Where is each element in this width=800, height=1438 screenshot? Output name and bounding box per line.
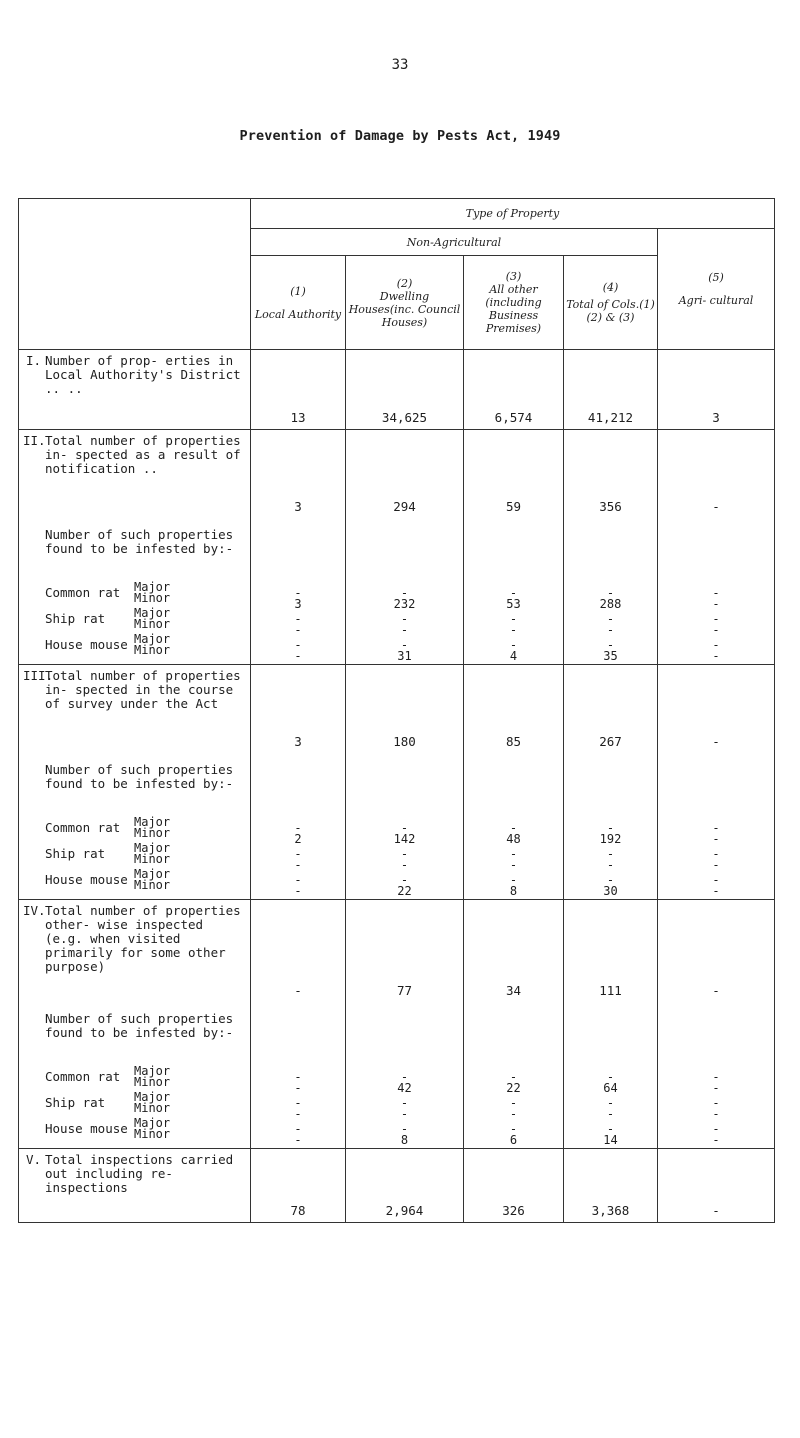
row-roman: IV. <box>23 903 46 918</box>
cell-value: 34 <box>505 983 522 998</box>
header-col2-label: Dwelling Houses(inc. Council Houses) <box>348 289 461 329</box>
row-roman: III. <box>23 668 54 683</box>
row-roman: II. <box>23 433 46 448</box>
infested-by-label: Number of such properties found to be infested by:- <box>45 762 234 791</box>
major-value: - <box>294 586 302 600</box>
minor-value: 142 <box>393 832 416 846</box>
minor-value: - <box>712 597 720 611</box>
major-value: - <box>509 1096 518 1110</box>
minor-value: - <box>712 1107 720 1121</box>
minor-value: - <box>712 649 720 663</box>
major-label: Major <box>134 841 171 855</box>
table-row <box>19 430 775 665</box>
pest-name: Ship rat <box>45 1095 106 1110</box>
minor-value: 192 <box>599 832 622 846</box>
value-cell <box>251 900 346 1149</box>
minor-value: - <box>294 858 302 872</box>
major-label: Major <box>134 632 171 646</box>
row-label-cell <box>19 1149 251 1223</box>
cell-value: 59 <box>505 499 522 514</box>
row-roman: I. <box>25 353 41 368</box>
value-cell <box>251 665 346 900</box>
value-cell <box>658 1149 775 1223</box>
header-col3 <box>464 256 564 350</box>
header-col5 <box>658 229 775 350</box>
minor-value: - <box>712 623 720 637</box>
minor-value: - <box>606 858 615 872</box>
row-label-cell <box>19 350 251 430</box>
cell-value: - <box>712 499 720 514</box>
header-col5-num: (5) <box>708 271 724 284</box>
major-value: - <box>712 1096 720 1110</box>
major-value: - <box>294 821 302 835</box>
header-col4-label: Total of Cols.(1) (2) & (3) <box>566 298 655 324</box>
header-col4 <box>564 256 658 350</box>
major-value: - <box>400 873 409 887</box>
page-title: Prevention of Damage by Pests Act, 1949 <box>239 128 561 144</box>
major-value: - <box>606 612 615 626</box>
major-value: - <box>509 638 518 652</box>
major-value: - <box>509 821 518 835</box>
row-label: Number of prop- erties in Local Authority's District .. .. <box>45 353 241 396</box>
major-value: - <box>606 1070 615 1084</box>
major-value: - <box>712 847 720 861</box>
minor-label: Minor <box>134 1075 171 1089</box>
minor-value: - <box>400 1107 409 1121</box>
major-value: - <box>712 1122 720 1136</box>
value-cell <box>346 1149 464 1223</box>
major-label: Major <box>134 1090 171 1104</box>
major-value: - <box>294 1096 302 1110</box>
minor-value: 232 <box>393 597 416 611</box>
cell-value: 294 <box>393 499 416 514</box>
major-value: - <box>400 612 409 626</box>
row-label: Total number of properties other- wise inspected (e.g. when visited primarily for some other purpose) <box>45 903 241 974</box>
pest-house-mouse <box>23 1116 248 1142</box>
pest-name: House mouse <box>45 872 128 887</box>
pest-ship-rat <box>23 841 248 867</box>
header-col1-label: Local Authority <box>254 307 342 321</box>
minor-value: 8 <box>509 884 518 898</box>
header-col5-label: Agri- cultural <box>678 294 754 307</box>
table-row <box>19 900 775 1149</box>
major-value: - <box>606 638 615 652</box>
minor-value: 2 <box>294 832 302 846</box>
cell-value: 3 <box>712 410 720 425</box>
value-cell <box>564 900 658 1149</box>
minor-value: - <box>400 623 409 637</box>
value-cell <box>658 430 775 665</box>
minor-label: Minor <box>134 643 171 657</box>
major-value: - <box>400 821 409 835</box>
value-cell <box>346 430 464 665</box>
value-cell <box>464 430 564 665</box>
value-cell <box>658 900 775 1149</box>
value-cell <box>346 900 464 1149</box>
cell-value: - <box>712 1203 720 1218</box>
major-value: - <box>606 1096 615 1110</box>
cell-value: 2,964 <box>385 1203 424 1218</box>
minor-label: Minor <box>134 878 171 892</box>
minor-label: Minor <box>134 1101 171 1115</box>
pest-name: House mouse <box>45 1121 128 1136</box>
value-cell <box>346 665 464 900</box>
header-col3-label: All other (including Business Premises) <box>485 283 542 335</box>
cell-value: 6,574 <box>494 410 533 425</box>
pests-act-table <box>18 198 775 1223</box>
header-col1-num: (1) <box>290 284 306 298</box>
cell-value: - <box>712 983 720 998</box>
cell-value: 34,625 <box>381 410 428 425</box>
minor-value: 3 <box>294 597 302 611</box>
minor-value: - <box>400 858 409 872</box>
minor-value: - <box>294 1107 302 1121</box>
value-cell <box>658 665 775 900</box>
value-cell <box>346 350 464 430</box>
minor-value: - <box>712 832 720 846</box>
row-label: Total number of properties in- spected as a result of notification .. <box>45 433 241 476</box>
header-col2-num: (2) <box>396 276 413 290</box>
value-cell <box>464 350 564 430</box>
header-col2 <box>346 256 464 350</box>
pest-name: Ship rat <box>45 846 106 861</box>
major-value: - <box>294 612 302 626</box>
minor-value: 53 <box>506 597 521 611</box>
minor-value: 22 <box>506 1081 521 1095</box>
major-value: - <box>712 638 720 652</box>
minor-value: - <box>294 884 302 898</box>
major-value: - <box>509 1070 518 1084</box>
minor-label: Minor <box>134 1127 171 1141</box>
major-value: - <box>400 1096 409 1110</box>
major-value: - <box>712 821 720 835</box>
table-row <box>19 350 775 430</box>
major-value: - <box>712 586 720 600</box>
row-label-cell <box>19 900 251 1149</box>
header-col1 <box>251 256 346 350</box>
major-value: - <box>294 1122 302 1136</box>
minor-value: - <box>509 858 518 872</box>
major-value: - <box>294 873 302 887</box>
row-label: Total number of properties in- spected in the course of survey under the Act <box>45 668 241 711</box>
header-type-of-property: Type of Property <box>251 199 775 229</box>
minor-value: - <box>294 1133 302 1147</box>
major-label: Major <box>134 815 171 829</box>
value-cell <box>564 1149 658 1223</box>
major-value: - <box>400 1070 409 1084</box>
value-cell <box>564 350 658 430</box>
major-value: - <box>294 638 302 652</box>
value-cell <box>464 665 564 900</box>
major-value: - <box>509 586 518 600</box>
cell-value: 267 <box>599 734 622 749</box>
cell-value: 180 <box>393 734 416 749</box>
infested-by-label: Number of such properties found to be infested by:- <box>45 527 234 556</box>
minor-value: 64 <box>603 1081 618 1095</box>
minor-value: 22 <box>397 884 412 898</box>
minor-value: - <box>712 858 720 872</box>
major-value: - <box>294 1070 302 1084</box>
cell-value: 326 <box>502 1203 525 1218</box>
cell-value: 41,212 <box>587 410 634 425</box>
table-row <box>19 1149 775 1223</box>
value-cell <box>464 1149 564 1223</box>
major-value: - <box>509 847 518 861</box>
value-cell <box>658 350 775 430</box>
major-label: Major <box>134 867 171 881</box>
major-value: - <box>606 847 615 861</box>
minor-value: 31 <box>397 649 412 663</box>
value-cell <box>564 430 658 665</box>
pest-name: Common rat <box>45 1069 121 1084</box>
minor-label: Minor <box>134 852 171 866</box>
major-value: - <box>712 612 720 626</box>
cell-value: - <box>294 983 302 998</box>
pest-ship-rat <box>23 606 248 632</box>
cell-value: 78 <box>290 1203 306 1218</box>
header-non-agricultural: Non-Agricultural <box>251 229 658 256</box>
major-value: - <box>606 586 615 600</box>
minor-value: - <box>509 1107 518 1121</box>
header-col4-num: (4) <box>602 281 619 294</box>
pest-name: Common rat <box>45 585 121 600</box>
major-value: - <box>400 586 409 600</box>
cell-value: 3 <box>294 499 302 514</box>
cell-value: 13 <box>290 410 306 425</box>
row-label-cell <box>19 665 251 900</box>
header-blank-cell <box>19 199 251 350</box>
major-value: - <box>509 1122 518 1136</box>
pest-house-mouse <box>23 632 248 658</box>
pest-name: Common rat <box>45 820 121 835</box>
minor-value: - <box>509 623 518 637</box>
major-label: Major <box>134 1064 171 1078</box>
minor-value: - <box>712 1133 720 1147</box>
row-roman: V. <box>25 1152 41 1167</box>
value-cell <box>251 1149 346 1223</box>
header-col3-num: (3) <box>505 270 522 283</box>
minor-value: - <box>294 623 302 637</box>
minor-value: 48 <box>506 832 521 846</box>
major-value: - <box>400 638 409 652</box>
cell-value: - <box>712 734 720 749</box>
minor-value: - <box>606 1107 615 1121</box>
minor-label: Minor <box>134 617 171 631</box>
value-cell <box>251 350 346 430</box>
table-row <box>19 665 775 900</box>
minor-value: - <box>606 623 615 637</box>
minor-label: Minor <box>134 826 171 840</box>
major-value: - <box>712 873 720 887</box>
minor-value: - <box>294 1081 302 1095</box>
infested-by-label: Number of such properties found to be infested by:- <box>45 1011 234 1040</box>
major-value: - <box>606 821 615 835</box>
major-label: Major <box>134 606 171 620</box>
cell-value: 356 <box>599 499 622 514</box>
row-label: Total inspections carried out including re- inspections <box>45 1152 234 1195</box>
cell-value: 111 <box>599 983 622 998</box>
minor-value: 6 <box>509 1133 518 1147</box>
pest-name: Ship rat <box>45 611 106 626</box>
minor-value: 42 <box>397 1081 412 1095</box>
minor-value: 14 <box>603 1133 618 1147</box>
minor-value: - <box>712 884 720 898</box>
minor-label: Minor <box>134 591 171 605</box>
major-value: - <box>509 873 518 887</box>
minor-value: - <box>712 1081 720 1095</box>
minor-value: 4 <box>509 649 518 663</box>
cell-value: 77 <box>396 983 413 998</box>
value-cell <box>251 430 346 665</box>
cell-value: 3,368 <box>591 1203 630 1218</box>
minor-value: 8 <box>400 1133 409 1147</box>
major-value: - <box>400 1122 409 1136</box>
major-value: - <box>400 847 409 861</box>
major-value: - <box>509 612 518 626</box>
pest-common-rat <box>23 1064 248 1090</box>
minor-value: - <box>294 649 302 663</box>
cell-value: 85 <box>505 734 522 749</box>
row-label-cell <box>19 430 251 665</box>
pest-house-mouse <box>23 867 248 893</box>
major-value: - <box>606 1122 615 1136</box>
major-label: Major <box>134 1116 171 1130</box>
pest-ship-rat <box>23 1090 248 1116</box>
minor-value: 35 <box>603 649 618 663</box>
minor-value: 30 <box>603 884 618 898</box>
minor-value: 288 <box>599 597 622 611</box>
major-value: - <box>712 1070 720 1084</box>
pest-common-rat <box>23 580 248 606</box>
major-label: Major <box>134 580 171 594</box>
pest-common-rat <box>23 815 248 841</box>
page-number: 33 <box>391 57 409 73</box>
value-cell <box>464 900 564 1149</box>
cell-value: 3 <box>294 734 302 749</box>
major-value: - <box>294 847 302 861</box>
major-value: - <box>606 873 615 887</box>
value-cell <box>564 665 658 900</box>
pest-name: House mouse <box>45 637 128 652</box>
